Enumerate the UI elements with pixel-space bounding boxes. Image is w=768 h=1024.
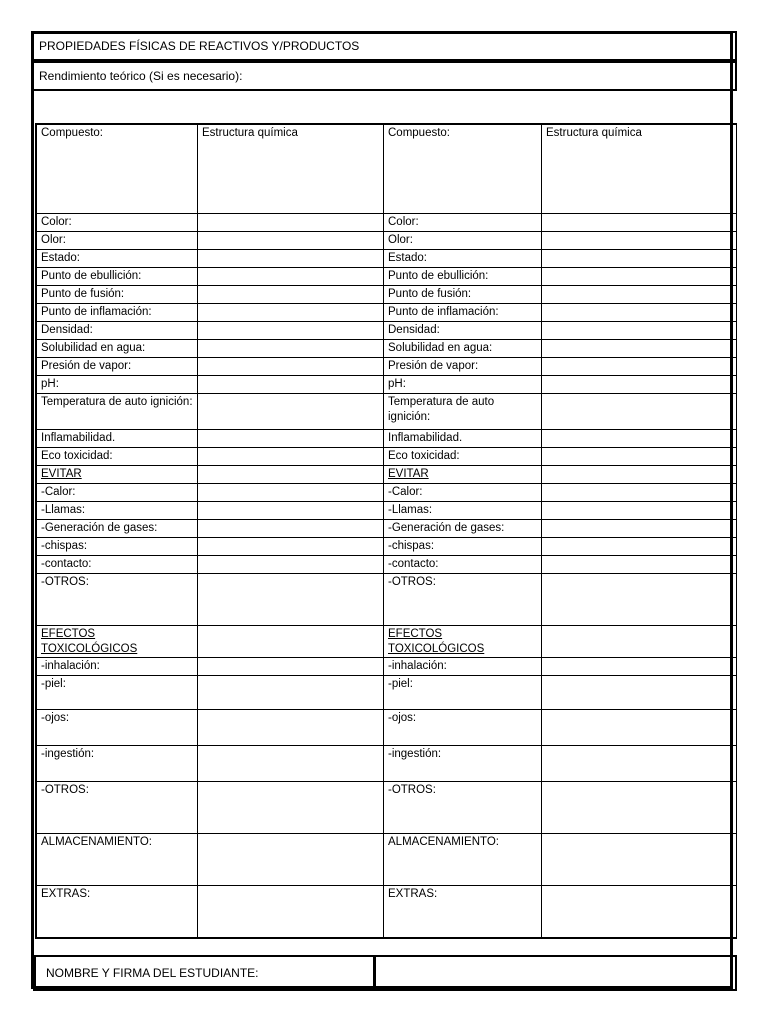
- row-value-left[interactable]: [198, 746, 384, 782]
- row-value-left[interactable]: [198, 250, 384, 268]
- table-row: [37, 376, 737, 394]
- row-value-left[interactable]: [198, 358, 384, 376]
- row-label-left: -Calor:: [37, 484, 198, 502]
- row-label-left: Presión de vapor:: [37, 358, 198, 376]
- row-label-left: -ojos:: [37, 710, 198, 746]
- row-label-right: Punto de inflamación:: [384, 304, 542, 322]
- table-row: [37, 430, 737, 448]
- row-value-right[interactable]: [542, 448, 737, 466]
- row-label-right: Temperatura de auto ignición:: [384, 394, 542, 430]
- row-label-right: EXTRAS:: [384, 886, 542, 938]
- table-row: [37, 574, 737, 626]
- row-label-left: EFECTOS TOXICOLÓGICOS: [37, 626, 198, 658]
- row-label-left: pH:: [37, 376, 198, 394]
- row-label-right: -OTROS:: [384, 574, 542, 626]
- row-label-right: Presión de vapor:: [384, 358, 542, 376]
- table-row: [37, 658, 737, 676]
- row-value-right[interactable]: [542, 834, 737, 886]
- row-value-right[interactable]: [542, 394, 737, 430]
- table-row: [37, 250, 737, 268]
- row-label-left: Punto de fusión:: [37, 286, 198, 304]
- student-signature-field[interactable]: [373, 955, 737, 991]
- row-label-right: Olor:: [384, 232, 542, 250]
- row-label-left: -OTROS:: [37, 574, 198, 626]
- row-value-left[interactable]: [198, 484, 384, 502]
- row-value-right[interactable]: [542, 574, 737, 626]
- table-row: [37, 448, 737, 466]
- row-label-right: -chispas:: [384, 538, 542, 556]
- row-label-left: Estado:: [37, 250, 198, 268]
- table-row: [37, 538, 737, 556]
- row-label-right: Punto de fusión:: [384, 286, 542, 304]
- form-title-text: PROPIEDADES FÍSICAS DE REACTIVOS Y/PRODUCTOS: [39, 39, 360, 53]
- row-label-left: ALMACENAMIENTO:: [37, 834, 198, 886]
- row-value-left[interactable]: [198, 782, 384, 834]
- table-row: [37, 214, 737, 232]
- table-row: [37, 834, 737, 886]
- row-value-right[interactable]: [542, 556, 737, 574]
- row-label-left: Eco toxicidad:: [37, 448, 198, 466]
- row-label-left: EXTRAS:: [37, 886, 198, 938]
- row-value-right[interactable]: [542, 232, 737, 250]
- row-value-right[interactable]: [542, 214, 737, 232]
- table-row: [37, 710, 737, 746]
- table-row: [37, 358, 737, 376]
- row-label-right: -Llamas:: [384, 502, 542, 520]
- row-value-left[interactable]: [198, 658, 384, 676]
- row-value-right[interactable]: [542, 340, 737, 358]
- structure-label-left[interactable]: Estructura química: [198, 125, 384, 214]
- row-value-left[interactable]: [198, 340, 384, 358]
- table-row: [37, 520, 737, 538]
- row-value-right[interactable]: [542, 322, 737, 340]
- row-label-right: ALMACENAMIENTO:: [384, 834, 542, 886]
- row-value-right[interactable]: [542, 286, 737, 304]
- yield-field[interactable]: [31, 61, 737, 91]
- table-row: [37, 502, 737, 520]
- row-value-left[interactable]: [198, 834, 384, 886]
- row-value-left[interactable]: [198, 466, 384, 484]
- row-label-left: Temperatura de auto ignición:: [37, 394, 198, 430]
- row-label-right: -ojos:: [384, 710, 542, 746]
- row-value-left[interactable]: [198, 394, 384, 430]
- row-label-left: -contacto:: [37, 556, 198, 574]
- table-row: [37, 556, 737, 574]
- row-value-right[interactable]: [542, 358, 737, 376]
- row-value-left[interactable]: [198, 886, 384, 938]
- table-row: [37, 268, 737, 286]
- row-label-right: -Calor:: [384, 484, 542, 502]
- row-label-right: Eco toxicidad:: [384, 448, 542, 466]
- compound-label-left: Compuesto:: [37, 125, 198, 214]
- row-label-right: -contacto:: [384, 556, 542, 574]
- table-row: [37, 746, 737, 782]
- row-value-left[interactable]: [198, 376, 384, 394]
- table-row: [37, 232, 737, 250]
- row-value-right[interactable]: [542, 710, 737, 746]
- table-row: [37, 322, 737, 340]
- row-label-left: Color:: [37, 214, 198, 232]
- row-value-right[interactable]: [542, 538, 737, 556]
- structure-label-right[interactable]: Estructura química: [542, 125, 737, 214]
- properties-table: [36, 124, 737, 938]
- row-value-right[interactable]: [542, 658, 737, 676]
- table-row: [37, 286, 737, 304]
- properties-grid: [35, 123, 737, 939]
- row-label-right: EFECTOS TOXICOLÓGICOS: [384, 626, 542, 658]
- row-value-right[interactable]: [542, 376, 737, 394]
- row-value-left[interactable]: [198, 232, 384, 250]
- yield-label: Rendimiento teórico (Si es necesario):: [39, 69, 243, 83]
- row-value-left[interactable]: [198, 322, 384, 340]
- row-value-right[interactable]: [542, 502, 737, 520]
- row-label-left: -piel:: [37, 676, 198, 710]
- row-value-left[interactable]: [198, 520, 384, 538]
- table-row: [37, 304, 737, 322]
- row-label-right: Color:: [384, 214, 542, 232]
- table-header-row: [37, 125, 737, 214]
- row-label-right: -OTROS:: [384, 782, 542, 834]
- table-row: [37, 676, 737, 710]
- table-row: [37, 626, 737, 658]
- row-value-right[interactable]: [542, 304, 737, 322]
- table-row: [37, 886, 737, 938]
- row-value-left[interactable]: [198, 626, 384, 658]
- row-value-right[interactable]: [542, 676, 737, 710]
- table-row: [37, 340, 737, 358]
- row-value-right[interactable]: [542, 520, 737, 538]
- row-label-left: -chispas:: [37, 538, 198, 556]
- row-value-right[interactable]: [542, 466, 737, 484]
- row-label-right: -piel:: [384, 676, 542, 710]
- row-label-left: EVITAR: [37, 466, 198, 484]
- row-value-left[interactable]: [198, 304, 384, 322]
- table-row: [37, 466, 737, 484]
- row-value-left[interactable]: [198, 556, 384, 574]
- row-label-left: Inflamabilidad.: [37, 430, 198, 448]
- row-value-right[interactable]: [542, 746, 737, 782]
- row-value-left[interactable]: [198, 448, 384, 466]
- row-label-right: Inflamabilidad.: [384, 430, 542, 448]
- row-label-right: -Generación de gases:: [384, 520, 542, 538]
- row-value-right[interactable]: [542, 886, 737, 938]
- row-label-left: -inhalación:: [37, 658, 198, 676]
- row-value-right[interactable]: [542, 782, 737, 834]
- row-label-right: Estado:: [384, 250, 542, 268]
- row-value-left[interactable]: [198, 430, 384, 448]
- row-label-right: Punto de ebullición:: [384, 268, 542, 286]
- row-value-right[interactable]: [542, 250, 737, 268]
- row-label-right: pH:: [384, 376, 542, 394]
- row-label-left: Punto de ebullición:: [37, 268, 198, 286]
- row-label-left: Punto de inflamación:: [37, 304, 198, 322]
- row-value-left[interactable]: [198, 214, 384, 232]
- row-value-right[interactable]: [542, 626, 737, 658]
- row-value-left[interactable]: [198, 286, 384, 304]
- row-label-right: Solubilidad en agua:: [384, 340, 542, 358]
- compound-label-right: Compuesto:: [384, 125, 542, 214]
- row-label-left: Densidad:: [37, 322, 198, 340]
- row-value-right[interactable]: [542, 430, 737, 448]
- row-label-left: -Llamas:: [37, 502, 198, 520]
- table-row: [37, 394, 737, 430]
- signature-label-text: NOMBRE Y FIRMA DEL ESTUDIANTE:: [46, 966, 259, 980]
- row-value-right[interactable]: [542, 268, 737, 286]
- row-label-left: Olor:: [37, 232, 198, 250]
- row-value-left[interactable]: [198, 574, 384, 626]
- student-signature-label: [33, 955, 375, 991]
- row-label-left: -ingestión:: [37, 746, 198, 782]
- form-title: [31, 31, 737, 61]
- row-value-left[interactable]: [198, 710, 384, 746]
- row-label-right: Densidad:: [384, 322, 542, 340]
- row-value-left[interactable]: [198, 268, 384, 286]
- row-label-left: -Generación de gases:: [37, 520, 198, 538]
- row-label-right: EVITAR: [384, 466, 542, 484]
- row-value-left[interactable]: [198, 676, 384, 710]
- row-label-right: -ingestión:: [384, 746, 542, 782]
- row-label-left: -OTROS:: [37, 782, 198, 834]
- table-row: [37, 484, 737, 502]
- row-value-left[interactable]: [198, 538, 384, 556]
- row-label-left: Solubilidad en agua:: [37, 340, 198, 358]
- row-value-left[interactable]: [198, 502, 384, 520]
- table-row: [37, 782, 737, 834]
- row-value-right[interactable]: [542, 484, 737, 502]
- row-label-right: -inhalación:: [384, 658, 542, 676]
